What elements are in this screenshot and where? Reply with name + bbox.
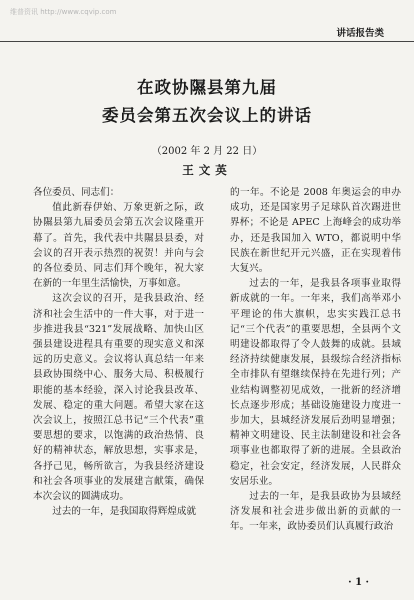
- paragraph: 这次会议的召开，是我县政治、经济和社会生活中的一件大事，对于进一步推进我县“321”发展战略、加快山区强县建设进程具有重要的现实意义和深远的历史意义。会议将认真总结一年来县政协围绕中心、服务大局、积极履行职能的基本经验，深入讨论我县改革、发展、稳定的重大问题。希望大家在这次会议上，按照江总书记“三个代表”重要思想的要求，以饱满的政治热情、良好的精神状态，解放思想，实事求是，各抒己见，畅所欲言，为我县经济建设和社会各项事业的发展建言献策，确保本次会议的圆满成功。: [33, 293, 204, 503]
- watermark: 维普资讯 http://www.cqvip.com: [10, 8, 117, 16]
- title-line-1: 在政协隰县第九届: [137, 78, 277, 97]
- page-number: · 1 ·: [348, 577, 369, 588]
- paragraph: 过去的一年，是我县政协为县域经济发展和社会进步做出新的贡献的一年。一年来，政协委员们认真履行政治: [230, 491, 401, 533]
- left-column: [33, 185, 204, 519]
- title-line-2: 委员会第五次会议上的讲话: [102, 106, 312, 125]
- paragraph: 过去的一年，是我县各项事业取得新成就的一年。一年来，我们高举邓小平理论的伟大旗帜，忠实实践江总书记“三个代表”的重要思想，全县两个文明建设都取得了令人鼓舞的成就。县域经济持续健康发展，县级综合经济指标全市排队有望继续保持在先进行列；产业结构调整初见成效，一批新的经济增长点逐步形成；基础设施建设力度进一步加大，县城经济发展后劲明显增强；精神文明建设、民主法制建设和社会各项事业也都取得了新的进展。全县政治稳定，社会安定，经济发展，人民群众安居乐业。: [230, 278, 401, 487]
- header-rule: [0, 41, 414, 42]
- right-column: [230, 185, 401, 535]
- paragraph: 值此新春伊始、万象更新之际，政协隰县第九届委员会第五次会议隆重开幕了。首先，我代表中共隰县县委，对会议的召开表示热烈的祝贺！并向与会的各位委员、同志们拜个晚年，祝大家在新的一年里生活愉快，万事如意。: [33, 202, 204, 290]
- author-name: 王文英: [182, 163, 232, 177]
- salutation: 各位委员、同志们：: [33, 187, 120, 198]
- paragraph-continued: 的一年。不论是 2008 年奥运会的申办成功，还是国家男子足球队首次踢进世界杯；不论是 APEC 上海峰会的成功举办，还是我国加入 WTO，都说明中华民族在新世纪开元兴盛，正在实现着伟大复兴。: [230, 187, 401, 275]
- section-tag: 讲话报告类: [336, 28, 384, 39]
- speech-date: （2002 年 2 月 22 日）: [151, 146, 263, 157]
- paragraph: 过去的一年，是我国取得辉煌成就: [52, 506, 197, 518]
